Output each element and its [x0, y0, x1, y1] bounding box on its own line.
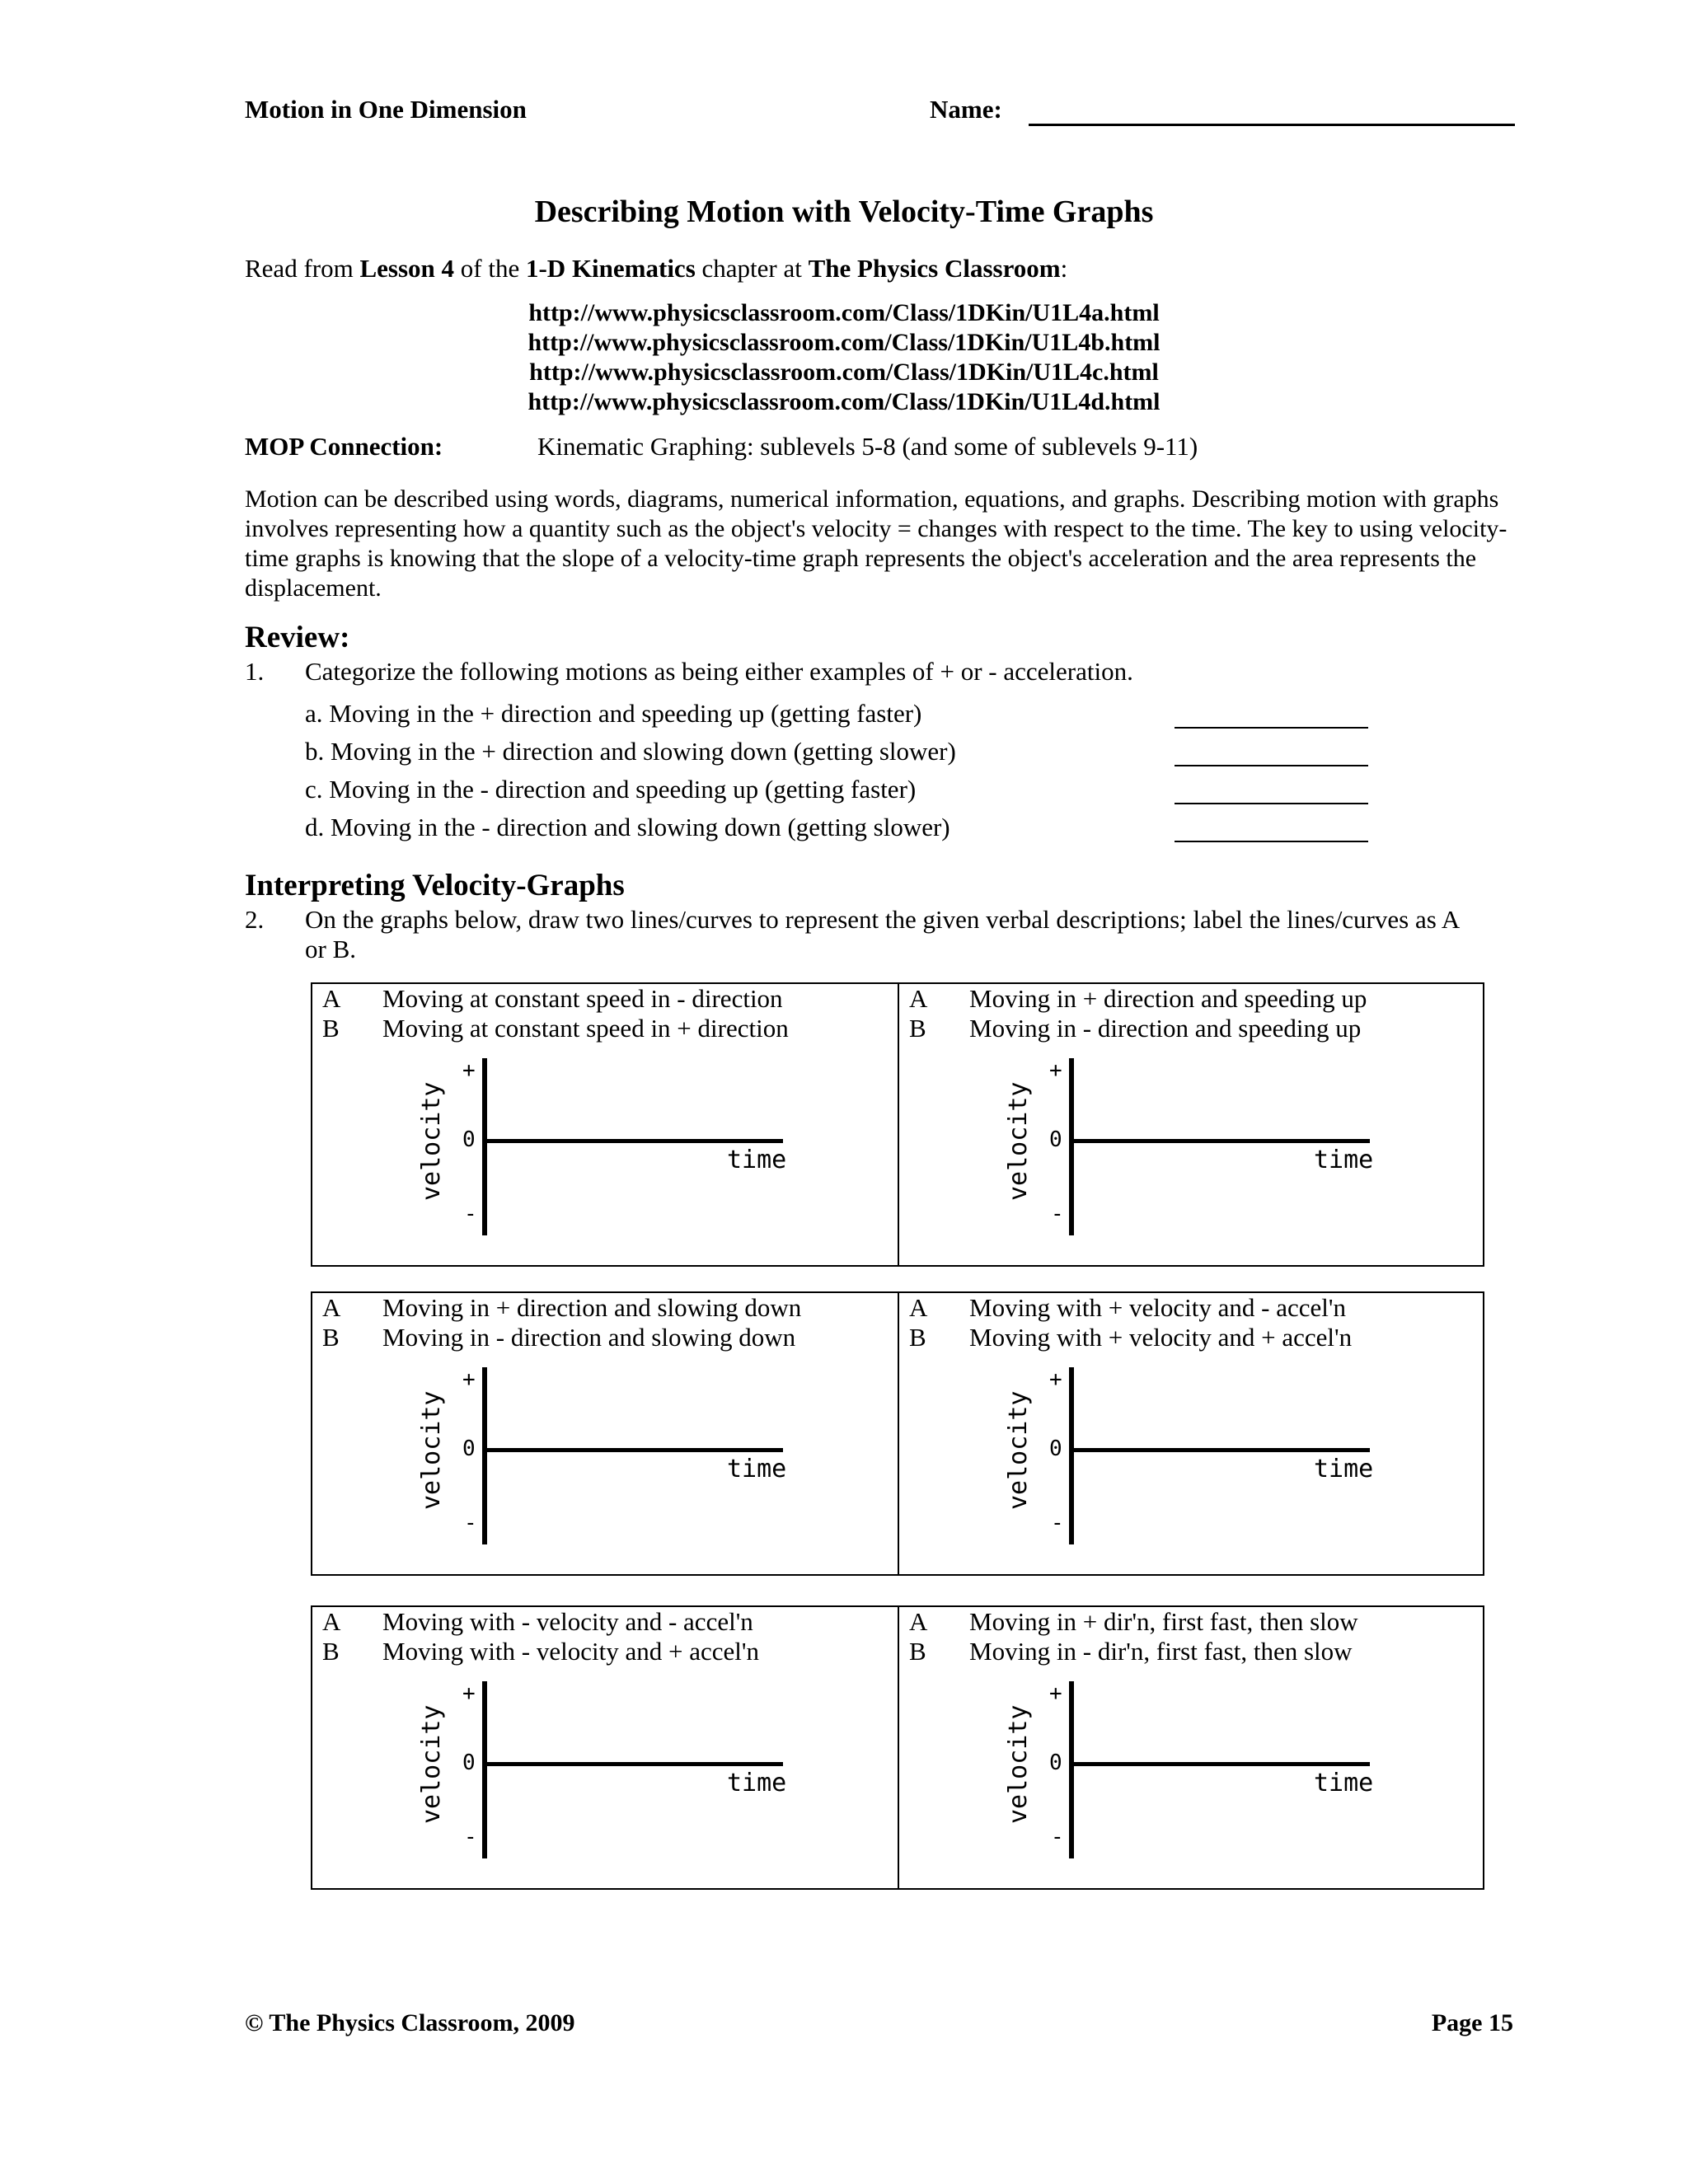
drawing-area[interactable] — [489, 1681, 781, 1858]
mop-text: Kinematic Graphing: sublevels 5-8 (and some of sublevels 9-11) — [537, 432, 1198, 461]
graph-column-divider — [898, 1291, 899, 1576]
reading-instruction — [245, 254, 1067, 284]
description-a: Moving in + direction and speeding up — [969, 984, 1367, 1013]
plus-tick-label: + — [462, 1367, 476, 1392]
review-item: c. Moving in the - direction and speeding up (getting faster) — [305, 775, 917, 804]
time-axis-label: time — [1314, 1146, 1374, 1174]
drawing-area[interactable] — [1076, 1058, 1368, 1235]
graph-column-divider — [898, 982, 899, 1267]
read-lesson: Lesson 4 — [359, 254, 455, 283]
review-heading: Review: — [245, 621, 350, 654]
description-b: Moving in - direction and slowing down — [382, 1323, 796, 1352]
question-text: On the graphs below, draw two lines/curves to represent the given verbal descriptions; label the lines/curves as A or B. — [305, 905, 1459, 963]
zero-tick-label: 0 — [462, 1436, 476, 1461]
velocity-axis-label: velocity — [1004, 1081, 1033, 1201]
question-text: Categorize the following motions as being either examples of + or - acceleration. — [305, 657, 1133, 686]
velocity-axis — [482, 1058, 487, 1235]
description-a: Moving with - velocity and - accel'n — [382, 1607, 753, 1636]
read-prefix: Read from — [245, 254, 360, 283]
description-a: Moving in + dir'n, first fast, then slow — [969, 1607, 1358, 1636]
question-number: 2. — [245, 905, 265, 934]
minus-tick-label: - — [1051, 1511, 1064, 1535]
zero-tick-label: 0 — [462, 1750, 476, 1775]
review-item: a. Moving in the + direction and speeding up (getting faster) — [305, 699, 922, 728]
url-link[interactable]: http://www.physicsclassroom.com/Class/1DKin/U1L4c.html — [529, 359, 1159, 386]
description-b: Moving at constant speed in + direction — [382, 1014, 789, 1043]
description-letter-b: B — [909, 1323, 926, 1352]
time-axis-label: time — [727, 1455, 787, 1483]
description-letter-a: A — [322, 1607, 341, 1636]
plus-tick-label: + — [462, 1681, 476, 1706]
interpreting-heading: Interpreting Velocity-Graphs — [245, 869, 625, 902]
description-letter-b: B — [909, 1637, 926, 1666]
answer-blank[interactable] — [1175, 765, 1368, 766]
description-a: Moving with + velocity and - accel'n — [969, 1293, 1346, 1322]
minus-tick-label: - — [464, 1825, 477, 1849]
graph-column-divider — [898, 1605, 899, 1890]
read-chapter: 1-D Kinematics — [525, 254, 696, 283]
read-chapter-at: chapter at — [695, 254, 809, 283]
minus-tick-label: - — [1051, 1825, 1064, 1849]
velocity-axis-label: velocity — [417, 1081, 446, 1201]
url-link[interactable]: http://www.physicsclassroom.com/Class/1DKin/U1L4b.html — [528, 329, 1160, 356]
velocity-axis — [1069, 1058, 1074, 1235]
mop-label: MOP Connection: — [245, 432, 443, 461]
read-site: The Physics Classroom — [808, 254, 1061, 283]
time-axis-label: time — [1314, 1769, 1374, 1797]
plus-tick-label: + — [1049, 1681, 1062, 1706]
velocity-axis — [482, 1681, 487, 1858]
velocity-axis-label: velocity — [1004, 1390, 1033, 1510]
header-title: Motion in One Dimension — [245, 95, 527, 124]
drawing-area[interactable] — [1076, 1367, 1368, 1544]
time-axis-label: time — [727, 1146, 787, 1174]
plus-tick-label: + — [1049, 1367, 1062, 1392]
zero-tick-label: 0 — [1049, 1127, 1062, 1152]
description-letter-b: B — [322, 1323, 340, 1352]
description-a: Moving in + direction and slowing down — [382, 1293, 802, 1322]
time-axis-label: time — [1314, 1455, 1374, 1483]
plus-tick-label: + — [1049, 1058, 1062, 1083]
velocity-axis-label: velocity — [417, 1390, 446, 1510]
description-letter-a: A — [909, 984, 928, 1013]
description-b: Moving with - velocity and + accel'n — [382, 1637, 759, 1666]
read-of-the: of the — [454, 254, 526, 283]
description-letter-b: B — [322, 1014, 340, 1043]
description-letter-b: B — [322, 1637, 340, 1666]
intro-paragraph: Motion can be described using words, diagrams, numerical information, equations, and graphs. Describing motion with graphs involves representing how a quantity such as the object's velocity = changes with respect to the time. The key to using velocity-time graphs is knowing that the slope of a velocity-time graph represents the object's acceleration and the area represents the displacement. — [245, 485, 1507, 602]
page-number: Page 15 — [1431, 2009, 1513, 2036]
description-a: Moving at constant speed in - direction — [382, 984, 783, 1013]
description-b: Moving in - dir'n, first fast, then slow — [969, 1637, 1353, 1666]
description-b: Moving with + velocity and + accel'n — [969, 1323, 1353, 1352]
name-label: Name: — [930, 95, 1002, 124]
drawing-area[interactable] — [489, 1367, 781, 1544]
description-letter-a: A — [909, 1607, 928, 1636]
answer-blank[interactable] — [1175, 727, 1368, 729]
answer-blank[interactable] — [1175, 803, 1368, 804]
review-item: b. Moving in the + direction and slowing down (getting slower) — [305, 737, 956, 766]
velocity-axis — [1069, 1367, 1074, 1544]
zero-tick-label: 0 — [1049, 1436, 1062, 1461]
url-link[interactable]: http://www.physicsclassroom.com/Class/1DKin/U1L4a.html — [528, 299, 1160, 326]
minus-tick-label: - — [464, 1511, 477, 1535]
drawing-area[interactable] — [489, 1058, 781, 1235]
question-number: 1. — [245, 657, 265, 686]
description-letter-a: A — [322, 984, 341, 1013]
name-input-line[interactable] — [1029, 124, 1515, 126]
plus-tick-label: + — [462, 1058, 476, 1083]
read-colon: : — [1060, 254, 1068, 283]
description-letter-b: B — [909, 1014, 926, 1043]
velocity-axis — [1069, 1681, 1074, 1858]
review-item: d. Moving in the - direction and slowing down (getting slower) — [305, 813, 950, 841]
description-b: Moving in - direction and speeding up — [969, 1014, 1362, 1043]
description-letter-a: A — [322, 1293, 341, 1322]
drawing-area[interactable] — [1076, 1681, 1368, 1858]
velocity-axis-label: velocity — [417, 1704, 446, 1824]
page-title: Describing Motion with Velocity-Time Graphs — [534, 194, 1154, 229]
velocity-axis-label: velocity — [1004, 1704, 1033, 1824]
minus-tick-label: - — [464, 1202, 477, 1226]
velocity-axis — [482, 1367, 487, 1544]
footer-copyright: © The Physics Classroom, 2009 — [245, 2009, 575, 2036]
minus-tick-label: - — [1051, 1202, 1064, 1226]
answer-blank[interactable] — [1175, 841, 1368, 842]
time-axis-label: time — [727, 1769, 787, 1797]
zero-tick-label: 0 — [1049, 1750, 1062, 1775]
url-link[interactable]: http://www.physicsclassroom.com/Class/1DKin/U1L4d.html — [528, 388, 1160, 415]
zero-tick-label: 0 — [462, 1127, 476, 1152]
description-letter-a: A — [909, 1293, 928, 1322]
